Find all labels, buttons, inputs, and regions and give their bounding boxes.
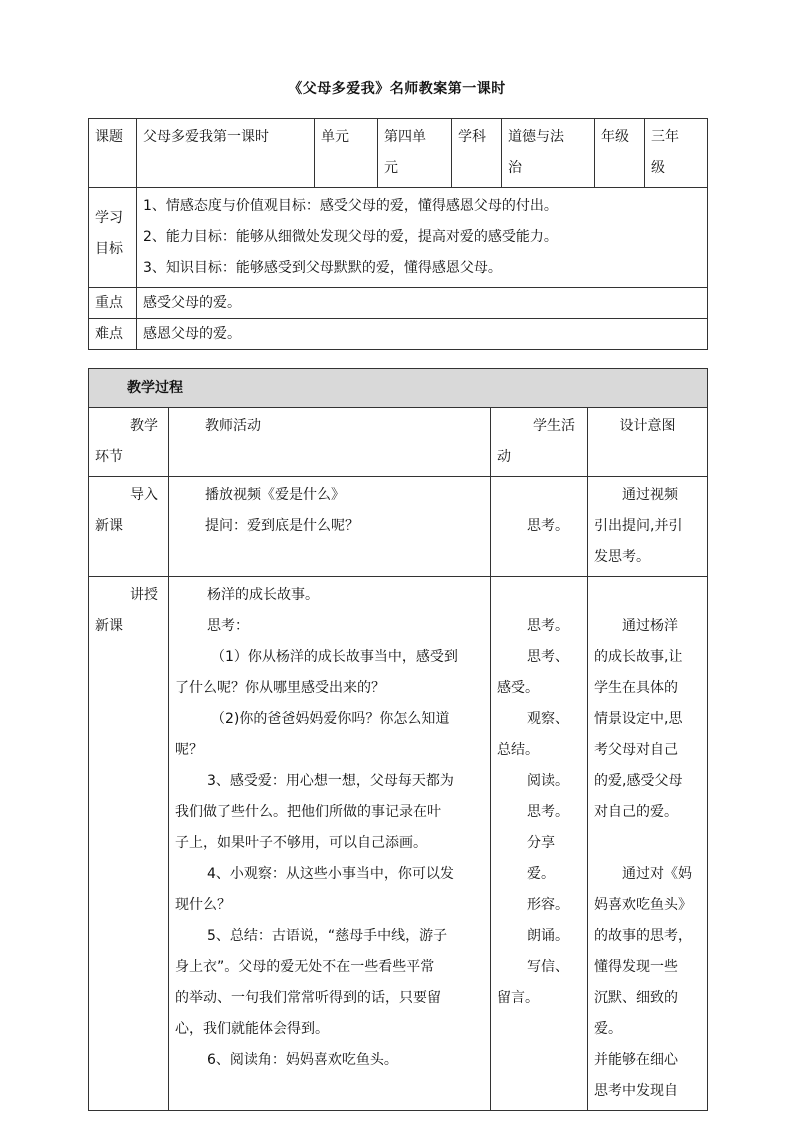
col-header-student: 学生活 动	[491, 408, 588, 477]
teacher-activity-cell: 杨洋的成长故事。 思考： （1）你从杨洋的成长故事当中，感受到 了什么呢？你从哪里感受出来的？ （2)你的爸爸妈妈爱你吗？你怎么知道 呢？ 3、感受爱：用心想一想，父母每天都为 我们做了些什么。把他们所做的事记录在叶 子上，如果叶子不够用，可以自己添画。 4、小观察：从这些小事当中，你可以发 现什么？ 5、总结：古语说，“慈母手中线，游子 身上衣”。父母的爱无处不在一些看些平常 的举动、一句我们常常听得到的话，只要留 心，我们就能体会得到。 6、阅读角：妈妈喜欢吃鱼头。	[169, 577, 491, 1111]
goal-item: 2、能力目标：能够从细微处发现父母的爱，提高对爱的感受能力。	[143, 229, 558, 245]
grade-value: 三年 级	[645, 119, 708, 188]
student-activity-cell: 思考。	[491, 477, 588, 577]
course-value: 父母多爱我第一课时	[137, 119, 315, 188]
process-header: 教学过程	[89, 369, 708, 408]
student-activity-cell: 思考。 思考、 感受。 观察、 总结。 阅读。 思考。 分享爱。 形容。 朗诵。 写信、 留言。	[491, 577, 588, 1111]
teaching-process-table	[88, 368, 708, 1111]
goals-label: 学习 目标	[89, 188, 137, 288]
table-row	[89, 477, 708, 577]
unit-label: 单元	[315, 119, 378, 188]
subject-value: 道德与法 治	[502, 119, 595, 188]
goal-item: 3、知识目标：能够感受到父母默默的爱，懂得感恩父母。	[143, 260, 502, 276]
step-cell: 导入 新课	[89, 477, 169, 577]
col-header-intent: 设计意图	[588, 408, 708, 477]
unit-value: 第四单 元	[378, 119, 452, 188]
col-header-teacher: 教师活动	[169, 408, 491, 477]
subject-label: 学科	[452, 119, 502, 188]
course-label: 课题	[89, 119, 137, 188]
col-header-step: 教学 环节	[89, 408, 169, 477]
lesson-info-table	[88, 118, 708, 350]
difficulty-value: 感恩父母的爱。	[137, 319, 708, 350]
difficulty-label: 难点	[89, 319, 137, 350]
step-cell: 讲授 新课	[89, 577, 169, 1111]
grade-label: 年级	[595, 119, 645, 188]
key-point-value: 感受父母的爱。	[137, 288, 708, 319]
design-intent-cell: 通过杨洋 的成长故事,让 学生在具体的 情景设定中,思 考父母对自己 的爱,感受父母 对自己的爱。 通过对《妈 妈喜欢吃鱼头》 的故事的思考， 懂得发现一些 沉默、细致的爱。 并能够在细心 思考中发现自	[588, 577, 708, 1111]
goal-item: 1、情感态度与价值观目标：感受父母的爱，懂得感恩父母的付出。	[143, 198, 558, 214]
key-point-label: 重点	[89, 288, 137, 319]
document-title: 《父母多爱我》名师教案第一课时	[288, 81, 506, 97]
design-intent-cell: 通过视频 引出提问,并引 发思考。	[588, 477, 708, 577]
goals-list	[137, 188, 708, 288]
table-row	[89, 577, 708, 1111]
teacher-activity-cell: 播放视频《爱是什么》 提问：爱到底是什么呢？	[169, 477, 491, 577]
